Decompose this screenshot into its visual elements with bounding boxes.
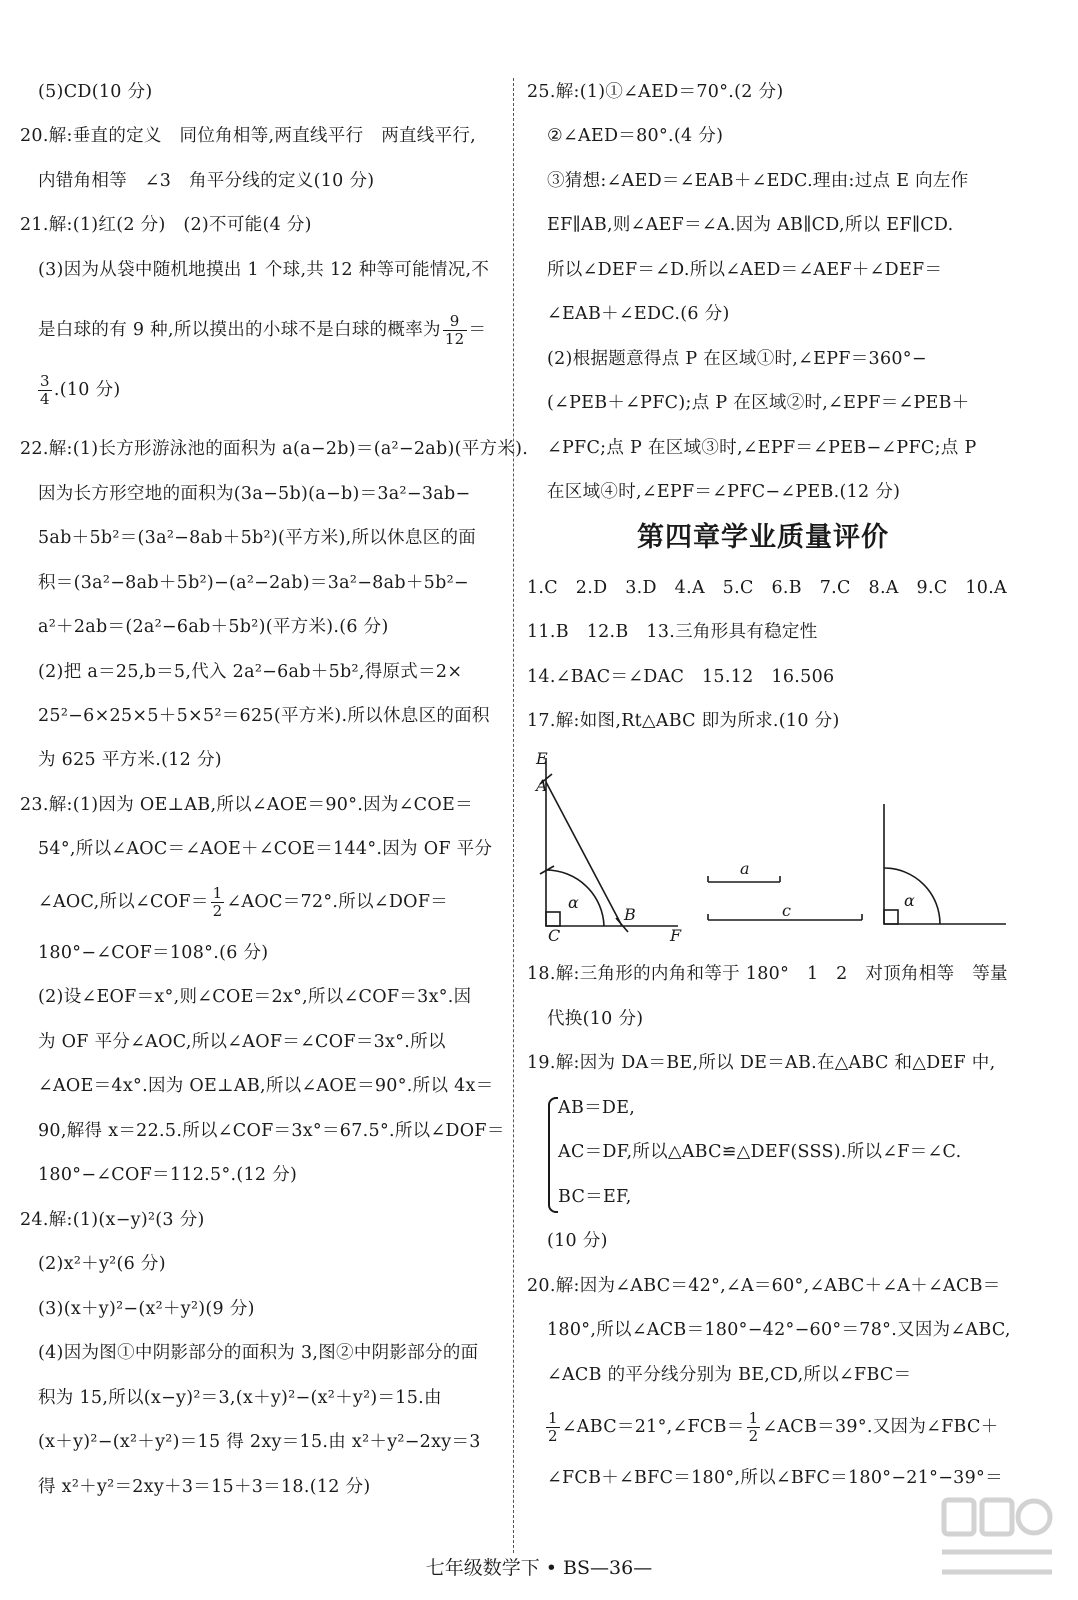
label-f: F bbox=[670, 926, 682, 945]
answer-line: 90,解得 x＝22.5.所以∠COF＝3x°＝67.5°.所以∠DOF＝ bbox=[38, 1121, 505, 1141]
answer-line: (x＋y)²−(x²＋y²)＝15 得 2xy＝15.由 x²＋y²−2xy＝3 bbox=[38, 1432, 481, 1452]
answer-line: 18.解:三角形的内角和等于 180° 1 2 对顶角相等 等量 bbox=[527, 964, 1008, 984]
answer-line: 17.解:如图,Rt△ABC 即为所求.(10 分) bbox=[527, 711, 840, 731]
answer-line: 积＝(3a²−8ab＋5b²)−(a²−2ab)＝3a²−8ab＋5b²− bbox=[38, 573, 469, 593]
answer-line: 180°−∠COF＝108°.(6 分) bbox=[38, 943, 269, 963]
fraction-denominator: 2 bbox=[748, 1427, 759, 1445]
hypotenuse-ab bbox=[546, 782, 622, 926]
answer-line: 22.解:(1)长方形游泳池的面积为 a(a−2b)＝(a²−2ab)(平方米). bbox=[20, 439, 529, 459]
answer-line: ∠PFC;点 P 在区域③时,∠EPF＝∠PEB−∠PFC;点 P bbox=[547, 438, 977, 458]
answer-line: a²＋2ab＝(2a²−6ab＋5b²)(平方米).(6 分) bbox=[38, 617, 389, 637]
answer-line: (2)根据题意得点 P 在区域①时,∠EPF＝360°− bbox=[547, 349, 927, 369]
fraction bbox=[443, 313, 467, 348]
answer-line: 为 OF 平分∠AOC,所以∠AOF＝∠COF＝3x°.所以 bbox=[38, 1032, 446, 1052]
answer-line: AC＝DF,所以△ABC≌△DEF(SSS).所以∠F＝∠C. bbox=[558, 1142, 962, 1162]
answer-line: 5ab＋5b²＝(3a²−8ab＋5b²)(平方米),所以休息区的面 bbox=[38, 528, 477, 548]
answer-line: ②∠AED＝80°.(4 分) bbox=[547, 126, 724, 146]
answer-text: ∠ABC＝21°,∠FCB＝ bbox=[561, 1417, 745, 1437]
fraction-numerator: 1 bbox=[748, 1409, 759, 1427]
answer-line: (2)把 a＝25,b＝5,代入 2a²−6ab＋5b²,得原式＝2× bbox=[38, 662, 463, 682]
answer-line: (3)(x＋y)²−(x²＋y²)(9 分) bbox=[38, 1299, 255, 1319]
answer-line: 11.B 12.B 13.三角形具有稳定性 bbox=[527, 622, 818, 642]
answer-line bbox=[38, 885, 448, 920]
fraction-denominator: 2 bbox=[548, 1427, 558, 1445]
answer-line: 21.解:(1)红(2 分) (2)不可能(4 分) bbox=[20, 215, 312, 235]
answer-line: ∠FCB＋∠BFC＝180°,所以∠BFC＝180°−21°−39°＝ bbox=[547, 1468, 1003, 1488]
answer-line: 因为长方形空地的面积为(3a−5b)(a−b)＝3a²−3ab− bbox=[38, 484, 471, 504]
answer-line: 24.解:(1)(x−y)²(3 分) bbox=[20, 1210, 205, 1230]
answer-line: (2)x²＋y²(6 分) bbox=[38, 1254, 166, 1274]
watermark-logo bbox=[936, 1490, 1056, 1598]
answer-line: AB＝DE, bbox=[558, 1098, 636, 1118]
label-c: C bbox=[548, 926, 561, 945]
answer-line: 180°,所以∠ACB＝180°−42°−60°＝78°.又因为∠ABC, bbox=[547, 1320, 1011, 1340]
answer-line: 所以∠DEF＝∠D.所以∠AED＝∠AEF＋∠DEF＝ bbox=[547, 260, 943, 280]
answer-line: 得 x²＋y²＝2xy＋3＝15＋3＝18.(12 分) bbox=[38, 1477, 371, 1497]
fraction bbox=[546, 1410, 560, 1445]
answer-line: 积为 15,所以(x−y)²＝3,(x＋y)²−(x²＋y²)＝15.由 bbox=[38, 1388, 442, 1408]
fraction bbox=[747, 1410, 761, 1445]
answer-line: 180°−∠COF＝112.5°.(12 分) bbox=[38, 1165, 298, 1185]
fraction-denominator: 4 bbox=[40, 390, 50, 408]
answer-line: 25²−6×25×5＋5×5²＝625(平方米).所以休息区的面积 bbox=[38, 706, 490, 726]
label-a: A bbox=[536, 776, 548, 795]
answer-line: (10 分) bbox=[547, 1231, 608, 1251]
answer-line: 1.C 2.D 3.D 4.A 5.C 6.B 7.C 8.A 9.C 10.A bbox=[527, 578, 1007, 598]
answer-text: ∠AOC,所以∠COF＝ bbox=[38, 892, 209, 912]
answer-line: 54°,所以∠AOC＝∠AOE＋∠COE＝144°.因为 OF 平分 bbox=[38, 839, 493, 859]
fraction bbox=[38, 373, 52, 408]
label-b: B bbox=[624, 905, 636, 924]
label-a-segment: a bbox=[740, 859, 750, 878]
answer-line: 14.∠BAC＝∠DAC 15.12 16.506 bbox=[527, 667, 835, 687]
answer-line: 23.解:(1)因为 OE⊥AB,所以∠AOE＝90°.因为∠COE＝ bbox=[20, 795, 473, 815]
answer-line: 20.解:垂直的定义 同位角相等,两直线平行 两直线平行, bbox=[20, 126, 477, 146]
answer-line bbox=[544, 1410, 999, 1445]
answer-line: 内错角相等 ∠3 角平分线的定义(10 分) bbox=[38, 171, 375, 191]
answer-text: ∠ACB＝39°.又因为∠FBC＋ bbox=[762, 1417, 999, 1437]
answer-text: ∠AOC＝72°.所以∠DOF＝ bbox=[226, 892, 449, 912]
page-footer: 七年级数学下 • BS—36— bbox=[425, 1557, 653, 1579]
answer-line: (∠PEB＋∠PFC);点 P 在区域②时,∠EPF＝∠PEB＋ bbox=[547, 393, 970, 413]
answer-line: 为 625 平方米.(12 分) bbox=[38, 750, 222, 770]
fraction-numerator: 1 bbox=[212, 884, 223, 902]
column-divider bbox=[513, 78, 514, 1553]
label-e: E bbox=[536, 749, 548, 768]
answer-line: ∠ACB 的平分线分别为 BE,CD,所以∠FBC＝ bbox=[547, 1365, 912, 1385]
answer-line: EF∥AB,则∠AEF＝∠A.因为 AB∥CD,所以 EF∥CD. bbox=[547, 215, 954, 235]
fraction-numerator: 3 bbox=[40, 372, 50, 390]
answer-line: 20.解:因为∠ABC＝42°,∠A＝60°,∠ABC＋∠A＋∠ACB＝ bbox=[527, 1276, 1001, 1296]
answer-line bbox=[36, 373, 121, 408]
section-title: 第四章学业质量评价 bbox=[637, 522, 889, 553]
right-angle-mark bbox=[546, 912, 560, 926]
answer-line: ∠AOE＝4x°.因为 OE⊥AB,所以∠AOE＝90°.所以 4x＝ bbox=[38, 1076, 494, 1096]
answer-line: (4)因为图①中阴影部分的面积为 3,图②中阴影部分的面 bbox=[38, 1343, 479, 1363]
answer-line: 25.解:(1)①∠AED＝70°.(2 分) bbox=[527, 82, 784, 102]
answer-line: (3)因为从袋中随机地摸出 1 个球,共 12 种等可能情况,不 bbox=[38, 260, 490, 280]
answer-line: (2)设∠EOF＝x°,则∠COE＝2x°,所以∠COF＝3x°.因 bbox=[38, 987, 472, 1007]
answer-line: ∠EAB＋∠EDC.(6 分) bbox=[547, 304, 730, 324]
equals-sign: ＝ bbox=[468, 320, 487, 340]
answer-line: 在区域④时,∠EPF＝∠PFC−∠PEB.(12 分) bbox=[547, 482, 901, 502]
label-alpha-angle: α bbox=[904, 891, 915, 910]
answer-line: 19.解:因为 DA＝BE,所以 DE＝AB.在△ABC 和△DEF 中, bbox=[527, 1053, 996, 1073]
fraction bbox=[211, 885, 225, 920]
construction-figure bbox=[530, 748, 1010, 948]
fraction-numerator: 9 bbox=[443, 313, 467, 331]
label-c-segment: c bbox=[782, 901, 791, 920]
answer-line: BC＝EF, bbox=[558, 1187, 632, 1207]
answer-text: 是白球的有 9 种,所以摸出的小球不是白球的概率为 bbox=[38, 320, 441, 340]
right-angle-mark bbox=[884, 910, 898, 924]
label-alpha: α bbox=[568, 893, 579, 912]
fraction-denominator: 12 bbox=[444, 330, 465, 348]
answer-line bbox=[38, 313, 486, 348]
fraction-denominator: 2 bbox=[212, 902, 223, 920]
answer-text: .(10 分) bbox=[53, 380, 121, 400]
fraction-numerator: 1 bbox=[548, 1409, 558, 1427]
answer-line: (5)CD(10 分) bbox=[38, 82, 153, 102]
system-brace bbox=[548, 1097, 558, 1213]
answer-line: 代换(10 分) bbox=[547, 1009, 644, 1029]
answer-line: ③猜想:∠AED＝∠EAB＋∠EDC.理由:过点 E 向左作 bbox=[547, 171, 969, 191]
